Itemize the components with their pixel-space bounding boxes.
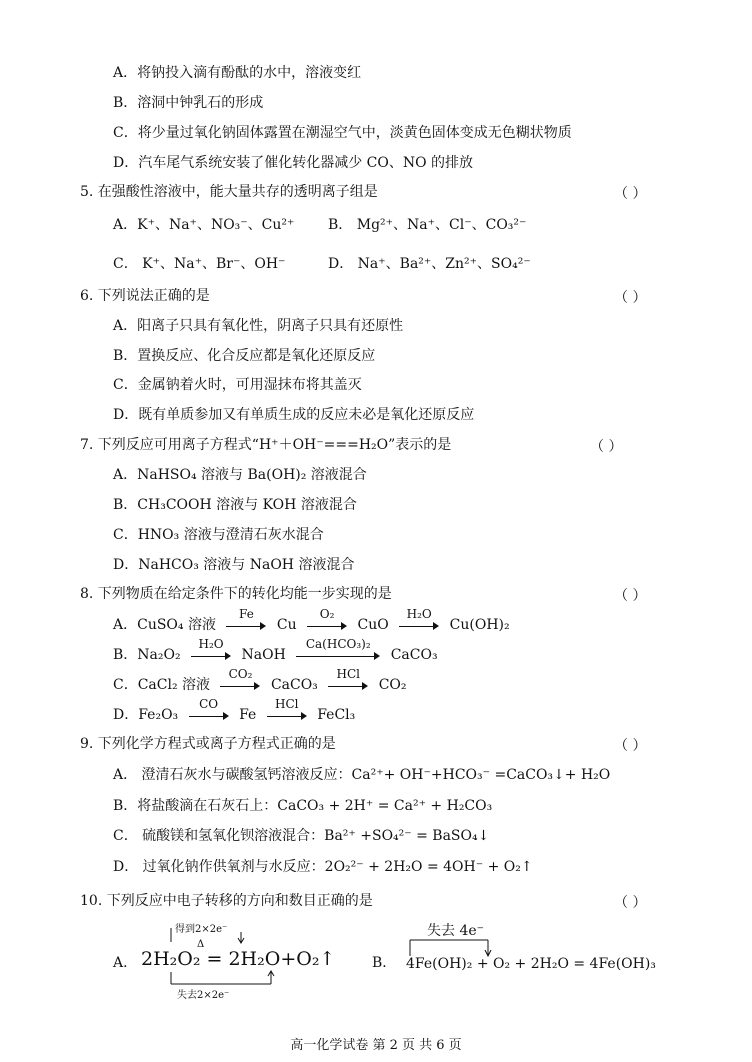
q9-stem: 9. 下列化学方程式或离子方程式正确的是 xyxy=(80,736,336,752)
q8b-arrow-2 xyxy=(296,637,380,663)
q8c-reagent-2: HCl xyxy=(336,667,360,681)
q7-option-d: D．NaHCO₃ 溶液与 NaOH 溶液混合 xyxy=(113,557,355,573)
q8a-species-4: Cu(OH)₂ xyxy=(449,617,510,633)
q8b-reagent-1: H₂O xyxy=(198,637,224,651)
q8a-arrow-2 xyxy=(307,607,347,633)
q7-answer-paren: （ ） xyxy=(590,439,623,455)
q8d-species-2: Fe xyxy=(239,707,257,723)
q6-option-b: B．置换反应、化合反应都是氧化还原反应 xyxy=(113,348,376,364)
q6-stem: 6. 下列说法正确的是 xyxy=(80,288,210,304)
q5-option-a: A．K⁺、Na⁺、NO₃⁻、Cu²⁺ xyxy=(113,217,295,233)
q5-option-c: C． K⁺、Na⁺、Br⁻、OH⁻ xyxy=(113,256,286,272)
q6-option-d: D．既有单质参加又有单质生成的反应未必是氧化还原反应 xyxy=(113,407,475,423)
q8c-arrow-2 xyxy=(328,667,368,693)
q10a-lose-text: 失去2×2e⁻ xyxy=(177,990,230,1001)
q4-option-c: C．将少量过氧化钠固体露置在潮湿空气中，淡黄色固体变成无色糊状物质 xyxy=(113,125,572,141)
q9-option-a: A． 澄清石灰水与碳酸氢钙溶液反应：Ca²⁺+ OH⁻+HCO₃⁻ =CaCO₃↓+ H₂O xyxy=(113,767,611,783)
q5-stem: 5. 在强酸性溶液中，能大量共存的透明离子组是 xyxy=(80,184,378,200)
q10-stem: 10. 下列反应中电子转移的方向和数目正确的是 xyxy=(80,893,373,909)
q9-option-d: D． 过氧化钠作供氧剂与水反应：2O₂²⁻ + 2H₂O = 4OH⁻ + O₂↑ xyxy=(113,859,533,875)
q8d-arrow-2 xyxy=(267,697,307,723)
q10b-label: B． xyxy=(372,955,397,971)
q8a-arrow-1 xyxy=(226,607,266,633)
q8-stem: 8. 下列物质在给定条件下的转化均能一步实现的是 xyxy=(80,586,392,602)
q5-option-d: D． Na⁺、Ba²⁺、Zn²⁺、SO₄²⁻ xyxy=(328,256,531,272)
q10-option-b xyxy=(372,920,672,980)
q7-option-c: C．HNO₃ 溶液与澄清石灰水混合 xyxy=(113,527,324,543)
q8-option-d xyxy=(113,697,356,724)
q8a-species-2: Cu xyxy=(276,617,297,633)
q8d-reagent-1: CO xyxy=(199,697,219,711)
q8a-reagent-2: O₂ xyxy=(319,607,335,621)
q8b-reagent-2: Ca(HCO₃)₂ xyxy=(305,637,371,651)
q8a-arrow-3 xyxy=(399,607,439,633)
q8-answer-paren: （ ） xyxy=(614,588,647,604)
q8a-species-1: A．CuSO₄ 溶液 xyxy=(113,617,216,633)
q5-option-b: B． Mg²⁺、Na⁺、Cl⁻、CO₃²⁻ xyxy=(328,217,527,233)
q8b-species-3: CaCO₃ xyxy=(390,647,438,663)
q8c-reagent-1: CO₂ xyxy=(228,667,253,681)
q8d-reagent-2: HCl xyxy=(275,697,299,711)
q7-option-b: B．CH₃COOH 溶液与 KOH 溶液混合 xyxy=(113,497,357,513)
q8c-species-3: CO₂ xyxy=(378,677,407,693)
q10-answer-paren: （ ） xyxy=(614,895,647,911)
q6-answer-paren: （ ） xyxy=(614,290,647,306)
q8c-arrow-1 xyxy=(220,667,260,693)
q10-option-a xyxy=(113,920,343,1000)
q4-option-a: A．将钠投入滴有酚酞的水中，溶液变红 xyxy=(113,65,362,81)
q9-option-c: C． 硫酸镁和氢氧化钡溶液混合：Ba²⁺ +SO₄²⁻ = BaSO₄↓ xyxy=(113,828,490,844)
q10a-gain-text: 得到2×2e⁻ xyxy=(175,924,228,935)
q8d-species-3: FeCl₃ xyxy=(317,707,356,723)
q8d-species-1: D．Fe₂O₃ xyxy=(113,707,179,723)
q10a-equation: 2H₂O₂ = 2H₂O+O₂↑ xyxy=(141,948,336,970)
q8c-species-1: C．CaCl₂ 溶液 xyxy=(113,677,211,693)
q8-option-b xyxy=(113,637,438,664)
q9-answer-paren: （ ） xyxy=(614,738,647,754)
q10a-condition: Δ xyxy=(197,939,205,950)
q6-option-a: A．阳离子只具有氧化性，阴离子只具有还原性 xyxy=(113,318,404,334)
q8d-arrow-1 xyxy=(189,697,229,723)
q8a-reagent-1: Fe xyxy=(239,607,254,621)
page-footer: 高一化学试卷 第 2 页 共 6 页 xyxy=(290,1038,462,1053)
q8-option-a xyxy=(113,607,510,634)
q7-option-a: A．NaHSO₄ 溶液与 Ba(OH)₂ 溶液混合 xyxy=(113,467,367,483)
q8b-arrow-1 xyxy=(191,637,231,663)
q8-option-c xyxy=(113,667,407,694)
q8c-species-2: CaCO₃ xyxy=(270,677,318,693)
q6-option-c: C．金属钠着火时，可用湿抹布将其盖灭 xyxy=(113,377,362,393)
q8b-species-2: NaOH xyxy=(241,647,286,663)
q10b-lose-text: 失去 4e⁻ xyxy=(427,923,485,939)
q8a-species-3: CuO xyxy=(357,617,389,633)
q10b-equation: 4Fe(OH)₂ + O₂ + 2H₂O = 4Fe(OH)₃ xyxy=(406,956,656,972)
q9-option-b: B．将盐酸滴在石灰石上：CaCO₃ + 2H⁺ = Ca²⁺ + H₂CO₃ xyxy=(113,798,493,814)
q5-answer-paren: （ ） xyxy=(614,186,647,202)
q8b-species-1: B．Na₂O₂ xyxy=(113,647,181,663)
q8a-reagent-3: H₂O xyxy=(406,607,432,621)
q10a-label: A． xyxy=(113,955,138,971)
q7-stem: 7. 下列反应可用离子方程式“H⁺＋OH⁻===H₂O”表示的是 xyxy=(80,437,452,453)
q4-option-d: D．汽车尾气系统安装了催化转化器减少 CO、NO 的排放 xyxy=(113,155,474,171)
q4-option-b: B．溶洞中钟乳石的形成 xyxy=(113,95,264,111)
